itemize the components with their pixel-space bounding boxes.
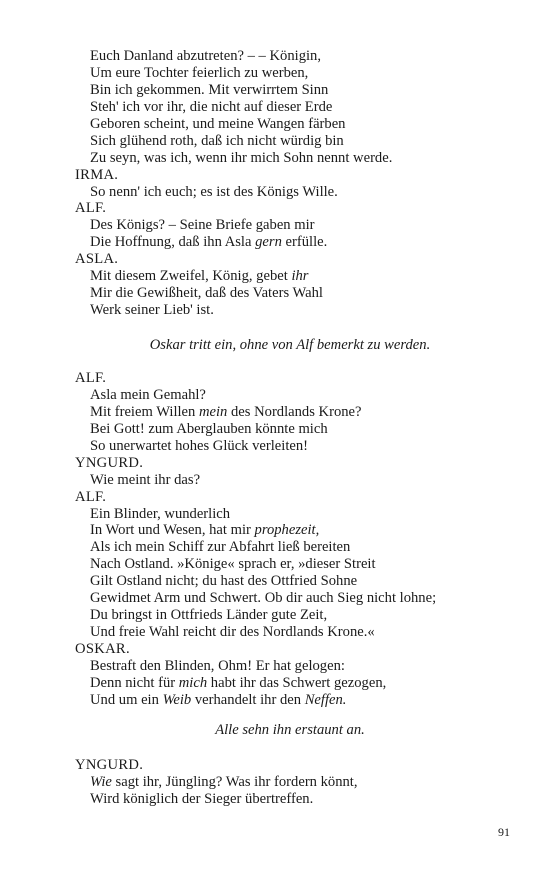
text-run: Und um ein	[90, 691, 163, 708]
text-run: Euch Danland abzutreten? – – Königin,	[90, 48, 321, 64]
speaker-name	[75, 251, 535, 268]
text-run: ASLA.	[75, 251, 119, 268]
verse-line	[75, 404, 535, 421]
text-run: Ein Blinder, wunderlich	[90, 505, 231, 522]
text-run: sagt ihr, Jüngling? Was ihr fordern könnt,	[111, 773, 358, 790]
text-run: erfülle.	[281, 234, 328, 251]
text-run: Werk seiner Lieb' ist.	[90, 302, 214, 319]
verse-line	[75, 133, 535, 150]
text-run: ALF.	[75, 200, 107, 217]
text-run: Gewidmet Arm und Schwert. Ob dir auch Sieg nicht lohne;	[90, 590, 437, 607]
verse-line	[75, 48, 535, 65]
verse-line	[75, 438, 535, 455]
verse-line	[75, 65, 535, 82]
verse-line	[75, 285, 535, 302]
emphasis-text: mich	[178, 674, 208, 691]
text-run: Gilt Ostland nicht; du hast des Ottfried Sohne	[90, 573, 358, 590]
stage-direction-2: Alle sehn ihn erstaunt an.	[215, 722, 365, 738]
verse-line	[75, 234, 535, 251]
verse-line	[75, 791, 535, 808]
text-run: Um eure Tochter feierlich zu werben,	[90, 64, 309, 81]
verse-line	[75, 539, 535, 556]
text-run: Wird königlich der Sieger übertreffen.	[90, 790, 314, 807]
verse-line	[75, 692, 535, 709]
verse-line	[75, 675, 535, 692]
verse-line	[75, 573, 535, 590]
emphasis-text: Weib	[162, 691, 192, 708]
text-run: OSKAR.	[75, 641, 130, 657]
verse-line	[75, 658, 535, 675]
text-run: Die Hoffnung, daß ihn Asla	[90, 234, 256, 251]
verse-line	[75, 150, 535, 167]
verse-line	[75, 99, 535, 116]
emphasis-text: gern	[255, 234, 282, 251]
verse-line	[75, 116, 535, 133]
text-run: Sich glühend roth, daß ich nicht würdig bin	[90, 132, 344, 149]
text-run: Asla mein Gemahl?	[90, 386, 206, 403]
verse-section-2	[75, 370, 535, 709]
text-run: In Wort und Wesen, hat mir	[90, 522, 255, 539]
verse-line	[75, 184, 535, 201]
speaker-name	[75, 641, 535, 658]
verse-line	[75, 624, 535, 641]
speaker-name	[75, 200, 535, 217]
text-run: Steh' ich vor ihr, die nicht auf dieser Erde	[90, 98, 333, 115]
text-run: Mir die Gewißheit, daß des Vaters Wahl	[90, 285, 323, 302]
verse-section-1	[75, 48, 535, 319]
verse-line	[75, 522, 535, 539]
emphasis-text: Neffen.	[304, 691, 347, 708]
text-run: YNGURD.	[75, 454, 144, 471]
verse-line	[75, 82, 535, 99]
emphasis-text: ihr	[291, 268, 309, 285]
text-run: Denn nicht für	[90, 674, 179, 691]
verse-line	[75, 590, 535, 607]
verse-line	[75, 472, 535, 489]
emphasis-text: Wie	[90, 773, 112, 790]
text-run: Und freie Wahl reicht dir des Nordlands Krone.«	[90, 624, 375, 641]
text-run: Zu seyn, was ich, wenn ihr mich Sohn nennt werde.	[90, 149, 393, 166]
verse-line	[75, 774, 535, 791]
speaker-name	[75, 370, 535, 387]
verse-line	[75, 387, 535, 404]
text-run: Mit diesem Zweifel, König, gebet	[90, 268, 292, 285]
speaker-name	[75, 489, 535, 506]
speaker-name	[75, 167, 535, 184]
text-run: Bei Gott! zum Aberglauben könnte mich	[90, 420, 328, 437]
text-run: ALF.	[75, 488, 107, 505]
text-run: So nenn' ich euch; es ist des Königs Wille.	[90, 183, 338, 200]
verse-line	[75, 302, 535, 319]
emphasis-text: mein	[198, 403, 228, 420]
text-run: Nach Ostland. »Könige« sprach er, »dieser Streit	[90, 556, 376, 573]
verse-line	[75, 607, 535, 624]
text-run: Du bringst in Ottfrieds Länder gute Zeit,	[90, 607, 328, 624]
verse-line	[75, 421, 535, 438]
text-run: YNGURD.	[75, 757, 144, 773]
page-number: 91	[498, 825, 510, 839]
verse-line	[75, 217, 535, 234]
verse-line	[75, 268, 535, 285]
verse-line	[75, 556, 535, 573]
speaker-name	[75, 757, 535, 774]
emphasis-text: prophezeit,	[254, 522, 320, 539]
text-run: Bestraft den Blinden, Ohm! Er hat gelogen:	[90, 657, 345, 674]
text-run: Als ich mein Schiff zur Abfahrt ließ bereiten	[90, 539, 351, 556]
text-run: verhandelt ihr den	[191, 691, 305, 708]
text-run: des Nordlands Krone?	[227, 403, 362, 420]
verse-section-3	[75, 757, 535, 808]
text-run: ALF.	[75, 370, 107, 386]
text-run: So unerwartet hohes Glück verleiten!	[90, 437, 309, 454]
text-run: habt ihr das Schwert gezogen,	[207, 674, 387, 691]
text-run: Bin ich gekommen. Mit verwirrtem Sinn	[90, 81, 329, 98]
text-run: Mit freiem Willen	[90, 403, 199, 420]
text-run: Des Königs? – Seine Briefe gaben mir	[90, 217, 315, 234]
verse-line	[75, 506, 535, 523]
text-run: Wie meint ihr das?	[90, 471, 201, 488]
stage-direction-1: Oskar tritt ein, ohne von Alf bemerkt zu werden.	[149, 337, 431, 353]
text-run: IRMA.	[75, 166, 119, 183]
speaker-name	[75, 455, 535, 472]
text-run: Geboren scheint, und meine Wangen färben	[90, 115, 346, 132]
